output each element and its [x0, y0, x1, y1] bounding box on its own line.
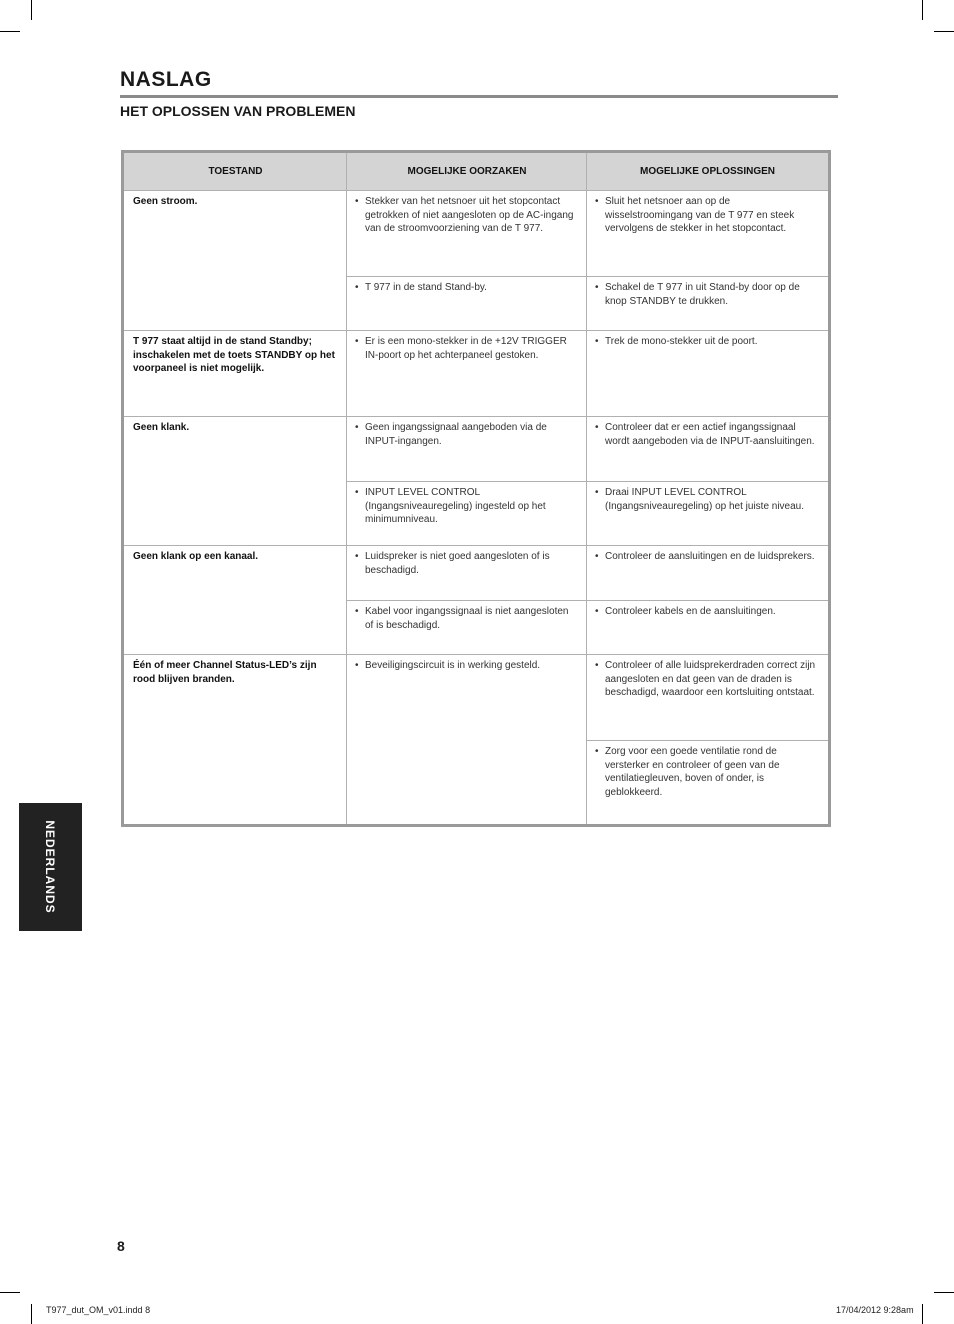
header-cell-causes: MOGELIJKE OORZAKEN — [347, 153, 587, 190]
solution-text: Controleer kabels en de aansluitingen. — [605, 606, 776, 617]
condition-cell: T 977 staat altijd in de stand Standby; inschakelen met de toets STANDBY op het voorpaneel is niet mogelijk. — [133, 336, 335, 374]
crop-mark — [934, 31, 954, 32]
cause-cell — [347, 277, 586, 295]
date-slug: 17/04/2012 9:28am — [836, 1305, 914, 1315]
crop-mark — [922, 1304, 923, 1324]
cause-text: Luidspreker is niet goed aangesloten of is beschadigd. — [365, 551, 550, 576]
condition-cell: Geen klank op een kanaal. — [133, 551, 259, 562]
cause-cell — [347, 331, 586, 362]
cause-cell — [347, 655, 586, 673]
solution-cell — [587, 482, 828, 513]
solution-text: Controleer dat er een actief ingangssignaal wordt aangeboden via de INPUT-aansluitingen. — [605, 422, 815, 447]
bullet: • — [595, 487, 599, 498]
cause-cell — [347, 482, 586, 527]
bullet: • — [355, 282, 359, 293]
bullet: • — [355, 660, 359, 671]
condition-cell: Één of meer Channel Status-LED’s zijn rood blijven branden. — [133, 660, 317, 685]
solution-text: Controleer de aansluitingen en de luidsprekers. — [605, 551, 815, 562]
cause-cell — [347, 417, 586, 448]
condition-cell: Geen klank. — [133, 422, 190, 433]
bullet: • — [355, 422, 359, 433]
cause-text: Beveiligingscircuit is in werking gesteld. — [365, 660, 541, 671]
cause-text: INPUT LEVEL CONTROL (Ingangsniveauregeling) ingesteld op het minimumniveau. — [365, 487, 546, 525]
crop-mark — [31, 1304, 32, 1324]
cause-text: Geen ingangssignaal aangeboden via de INPUT-ingangen. — [365, 422, 547, 447]
solution-cell — [587, 331, 828, 349]
solution-text: Trek de mono-stekker uit de poort. — [605, 336, 758, 347]
bullet: • — [355, 606, 359, 617]
solution-cell — [587, 655, 828, 700]
crop-mark — [0, 1292, 20, 1293]
bullet: • — [595, 196, 599, 207]
condition-cell: Geen stroom. — [133, 196, 198, 207]
title-rule — [120, 95, 838, 98]
bullet: • — [355, 196, 359, 207]
solution-cell — [587, 741, 828, 799]
solution-cell — [587, 601, 828, 619]
solution-cell — [587, 417, 828, 448]
bullet: • — [595, 746, 599, 757]
solution-cell — [587, 277, 828, 308]
header-cell-condition: TOESTAND — [124, 153, 347, 190]
crop-mark — [31, 0, 32, 20]
solution-cell — [587, 191, 828, 236]
page-number: 8 — [117, 1238, 125, 1254]
page-subtitle: HET OPLOSSEN VAN PROBLEMEN — [120, 103, 356, 119]
solution-text: Controleer of alle luidsprekerdraden correct zijn aangesloten en dat geen van de draden is beschadigd, waardoor een kortsluiting ontstaat. — [605, 660, 816, 698]
cause-cell — [347, 191, 586, 236]
section-title: NASLAG — [120, 68, 212, 91]
bullet: • — [355, 551, 359, 562]
cause-text: Kabel voor ingangssignaal is niet aangesloten of is beschadigd. — [365, 606, 569, 631]
solution-cell — [587, 546, 828, 564]
file-slug: T977_dut_OM_v01.indd 8 — [46, 1305, 151, 1315]
cause-text: Stekker van het netsnoer uit het stopcontact getrokken of niet aangesloten op de AC-ingang van de stroomvoorziening van de T 977. — [365, 196, 574, 234]
solution-text: Zorg voor een goede ventilatie rond de versterker en controleer of geen van de ventilatiegleuven, boven of onder, is geblokkeerd. — [605, 746, 780, 798]
header-cell-solutions: MOGELIJKE OPLOSSINGEN — [587, 153, 828, 190]
language-side-tab — [19, 803, 82, 931]
cause-cell — [347, 601, 586, 632]
bullet: • — [595, 422, 599, 433]
troubleshooting-table — [121, 150, 831, 827]
bullet: • — [595, 660, 599, 671]
bullet: • — [355, 487, 359, 498]
bullet: • — [595, 282, 599, 293]
solution-text: Sluit het netsnoer aan op de wisselstroomingang van de T 977 en steek vervolgens de stekker in het stopcontact. — [605, 196, 795, 234]
crop-mark — [922, 0, 923, 20]
cause-cell — [347, 546, 586, 577]
crop-mark — [0, 31, 20, 32]
language-label: NEDERLANDS — [43, 820, 57, 914]
bullet: • — [595, 551, 599, 562]
cause-text: T 977 in de stand Stand-by. — [365, 282, 487, 293]
crop-mark — [934, 1292, 954, 1293]
bullet: • — [595, 606, 599, 617]
cause-text: Er is een mono-stekker in de +12V TRIGGER IN-poort op het achterpaneel gestoken. — [365, 336, 567, 361]
solution-text: Draai INPUT LEVEL CONTROL (Ingangsniveauregeling) op het juiste niveau. — [605, 487, 805, 512]
bullet: • — [595, 336, 599, 347]
solution-text: Schakel de T 977 in uit Stand-by door op de knop STANDBY te drukken. — [605, 282, 800, 307]
bullet: • — [355, 336, 359, 347]
